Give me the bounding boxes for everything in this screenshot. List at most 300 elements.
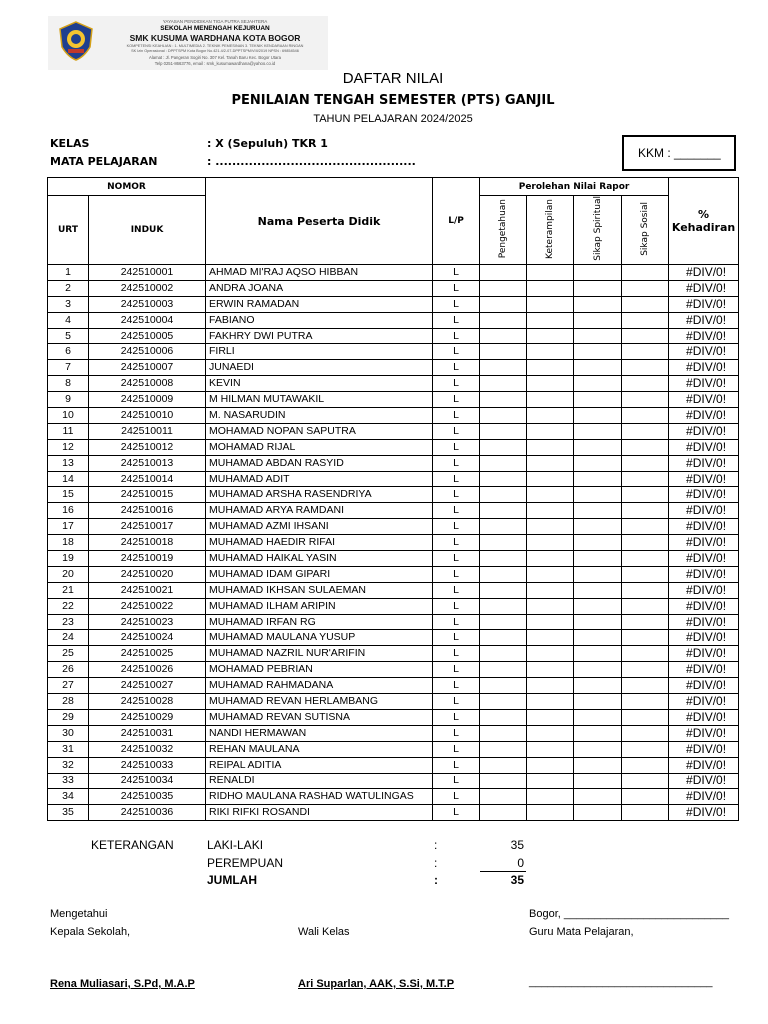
row-keterampilan: [527, 789, 574, 805]
kepala-sekolah-label: Kepala Sekolah,: [50, 926, 131, 938]
header-induk: INDUK: [89, 196, 206, 265]
row-induk: 242510002: [89, 280, 206, 296]
row-name: REHAN MAULANA: [206, 741, 433, 757]
row-sikap-sosial: [622, 582, 669, 598]
row-lp: L: [433, 598, 480, 614]
header-lp: L/P: [433, 178, 480, 265]
row-pengetahuan: [480, 757, 527, 773]
guru-label: Guru Mata Pelajaran,: [529, 926, 634, 938]
row-kehadiran: #DIV/0!: [669, 789, 739, 805]
row-keterampilan: [527, 757, 574, 773]
table-row: [48, 646, 739, 662]
row-pengetahuan: [480, 789, 527, 805]
mapel-value: : ................................................: [207, 155, 416, 168]
row-name: MOHAMAD PEBRIAN: [206, 662, 433, 678]
row-induk: 242510021: [89, 582, 206, 598]
row-pengetahuan: [480, 805, 527, 821]
row-kehadiran: #DIV/0!: [669, 439, 739, 455]
row-keterampilan: [527, 646, 574, 662]
row-sikap-sosial: [622, 471, 669, 487]
row-pengetahuan: [480, 503, 527, 519]
table-row: [48, 805, 739, 821]
row-sikap-spiritual: [574, 408, 622, 424]
table-row: [48, 392, 739, 408]
row-induk: 242510020: [89, 566, 206, 582]
row-lp: L: [433, 423, 480, 439]
row-urt: 1: [48, 265, 89, 281]
table-row: [48, 265, 739, 281]
table-row: [48, 296, 739, 312]
sum-divider: [480, 871, 526, 872]
row-keterampilan: [527, 376, 574, 392]
row-urt: 13: [48, 455, 89, 471]
row-pengetahuan: [480, 741, 527, 757]
row-sikap-sosial: [622, 678, 669, 694]
row-induk: 242510025: [89, 646, 206, 662]
row-kehadiran: #DIV/0!: [669, 312, 739, 328]
row-name: MUHAMAD REVAN HERLAMBANG: [206, 694, 433, 710]
header-pct: %: [698, 208, 710, 221]
mengetahui-label: Mengetahui: [50, 908, 108, 920]
row-name: KEVIN: [206, 376, 433, 392]
row-pengetahuan: [480, 519, 527, 535]
row-name: MUHAMAD AZMI IHSANI: [206, 519, 433, 535]
grades-table: [47, 177, 739, 821]
row-sikap-sosial: [622, 646, 669, 662]
row-sikap-spiritual: [574, 773, 622, 789]
letterhead-line4: Telp 0251-8663776, email : smk_kusumawardhana@yahoo.co.id: [154, 61, 276, 66]
row-induk: 242510029: [89, 709, 206, 725]
row-pengetahuan: [480, 423, 527, 439]
row-induk: 242510013: [89, 455, 206, 471]
kelas-label: KELAS: [50, 137, 90, 150]
header-name: Nama Peserta Didik: [206, 178, 433, 265]
row-keterampilan: [527, 312, 574, 328]
row-sikap-sosial: [622, 439, 669, 455]
row-kehadiran: #DIV/0!: [669, 519, 739, 535]
letterhead-school-type: SEKOLAH MENENGAH KEJURUAN: [160, 25, 270, 32]
row-sikap-sosial: [622, 805, 669, 821]
row-name: MUHAMAD REVAN SUTISNA: [206, 709, 433, 725]
row-keterampilan: [527, 423, 574, 439]
row-kehadiran: #DIV/0!: [669, 503, 739, 519]
letterhead-line1: KOMPETENSI KEAHLIAN : 1. MULTIMEDIA 2. TEKNIK PEMESINAN 3. TEKNIK KENDARAAN RINGAN: [126, 44, 304, 48]
row-sikap-spiritual: [574, 360, 622, 376]
row-pengetahuan: [480, 280, 527, 296]
row-kehadiran: #DIV/0!: [669, 757, 739, 773]
row-sikap-spiritual: [574, 741, 622, 757]
header-keterampilan: Keterampilan: [545, 198, 556, 259]
row-keterampilan: [527, 662, 574, 678]
table-row: [48, 312, 739, 328]
row-keterampilan: [527, 439, 574, 455]
row-induk: 242510001: [89, 265, 206, 281]
row-sikap-spiritual: [574, 709, 622, 725]
table-row: [48, 757, 739, 773]
row-pengetahuan: [480, 630, 527, 646]
row-urt: 15: [48, 487, 89, 503]
header-perolehan: Perolehan Nilai Rapor: [480, 178, 669, 196]
row-sikap-sosial: [622, 630, 669, 646]
row-induk: 242510028: [89, 694, 206, 710]
row-induk: 242510036: [89, 805, 206, 821]
row-keterampilan: [527, 503, 574, 519]
table-row: [48, 408, 739, 424]
row-pengetahuan: [480, 487, 527, 503]
jumlah-colon: :: [434, 873, 438, 887]
row-induk: 242510018: [89, 535, 206, 551]
jumlah-value: 35: [510, 873, 524, 887]
row-keterampilan: [527, 328, 574, 344]
row-sikap-spiritual: [574, 566, 622, 582]
row-lp: L: [433, 709, 480, 725]
row-urt: 21: [48, 582, 89, 598]
row-induk: 242510012: [89, 439, 206, 455]
row-sikap-spiritual: [574, 423, 622, 439]
table-row: [48, 789, 739, 805]
row-urt: 3: [48, 296, 89, 312]
row-kehadiran: #DIV/0!: [669, 598, 739, 614]
row-induk: 242510003: [89, 296, 206, 312]
row-kehadiran: #DIV/0!: [669, 280, 739, 296]
row-kehadiran: #DIV/0!: [669, 773, 739, 789]
table-row: [48, 328, 739, 344]
row-name: MUHAMAD HAIKAL YASIN: [206, 551, 433, 567]
row-sikap-sosial: [622, 741, 669, 757]
row-pengetahuan: [480, 376, 527, 392]
row-lp: L: [433, 392, 480, 408]
row-pengetahuan: [480, 694, 527, 710]
row-lp: L: [433, 376, 480, 392]
laki-label: LAKI-LAKI: [207, 838, 264, 852]
row-sikap-sosial: [622, 566, 669, 582]
row-pengetahuan: [480, 551, 527, 567]
row-sikap-spiritual: [574, 535, 622, 551]
row-induk: 242510031: [89, 725, 206, 741]
row-sikap-sosial: [622, 694, 669, 710]
row-induk: 242510015: [89, 487, 206, 503]
table-row: [48, 598, 739, 614]
row-name: MOHAMAD RIJAL: [206, 439, 433, 455]
row-sikap-sosial: [622, 503, 669, 519]
table-row: [48, 694, 739, 710]
row-pengetahuan: [480, 662, 527, 678]
row-sikap-sosial: [622, 789, 669, 805]
row-pengetahuan: [480, 725, 527, 741]
row-lp: L: [433, 535, 480, 551]
row-induk: 242510035: [89, 789, 206, 805]
row-urt: 26: [48, 662, 89, 678]
row-pengetahuan: [480, 614, 527, 630]
row-keterampilan: [527, 296, 574, 312]
row-kehadiran: #DIV/0!: [669, 265, 739, 281]
row-kehadiran: #DIV/0!: [669, 376, 739, 392]
row-keterampilan: [527, 678, 574, 694]
row-name: MUHAMAD ABDAN RASYID: [206, 455, 433, 471]
row-kehadiran: #DIV/0!: [669, 678, 739, 694]
row-keterampilan: [527, 487, 574, 503]
row-sikap-spiritual: [574, 725, 622, 741]
row-urt: 7: [48, 360, 89, 376]
row-urt: 29: [48, 709, 89, 725]
table-body: [48, 265, 739, 821]
row-induk: 242510027: [89, 678, 206, 694]
row-keterampilan: [527, 265, 574, 281]
row-pengetahuan: [480, 344, 527, 360]
table-row: [48, 678, 739, 694]
table-row: [48, 503, 739, 519]
row-sikap-spiritual: [574, 694, 622, 710]
row-kehadiran: #DIV/0!: [669, 296, 739, 312]
row-name: M HILMAN MUTAWAKIL: [206, 392, 433, 408]
wali-kelas-name: Ari Suparlan, AAK, S.Si, M.T.P: [298, 978, 455, 990]
row-keterampilan: [527, 519, 574, 535]
row-urt: 18: [48, 535, 89, 551]
row-sikap-spiritual: [574, 551, 622, 567]
row-name: AHMAD MI'RAJ AQSO HIBBAN: [206, 265, 433, 281]
table-row: [48, 519, 739, 535]
row-pengetahuan: [480, 360, 527, 376]
row-kehadiran: #DIV/0!: [669, 614, 739, 630]
row-name: ANDRA JOANA: [206, 280, 433, 296]
row-lp: L: [433, 280, 480, 296]
row-sikap-sosial: [622, 598, 669, 614]
row-sikap-spiritual: [574, 455, 622, 471]
row-sikap-sosial: [622, 392, 669, 408]
row-lp: L: [433, 757, 480, 773]
row-sikap-spiritual: [574, 582, 622, 598]
table-row: [48, 471, 739, 487]
row-sikap-sosial: [622, 725, 669, 741]
row-keterampilan: [527, 392, 574, 408]
row-lp: L: [433, 566, 480, 582]
row-lp: L: [433, 789, 480, 805]
row-keterampilan: [527, 598, 574, 614]
row-urt: 32: [48, 757, 89, 773]
row-name: ERWIN RAMADAN: [206, 296, 433, 312]
row-name: JUNAEDI: [206, 360, 433, 376]
row-sikap-sosial: [622, 376, 669, 392]
row-name: M. NASARUDIN: [206, 408, 433, 424]
row-keterampilan: [527, 694, 574, 710]
row-keterampilan: [527, 566, 574, 582]
row-keterampilan: [527, 773, 574, 789]
row-induk: 242510010: [89, 408, 206, 424]
kkm-box: KKM : _______: [622, 135, 736, 171]
table-row: [48, 344, 739, 360]
row-name: FABIANO: [206, 312, 433, 328]
row-sikap-sosial: [622, 535, 669, 551]
row-lp: L: [433, 614, 480, 630]
row-name: MUHAMAD HAEDIR RIFAI: [206, 535, 433, 551]
table-row: [48, 487, 739, 503]
row-keterampilan: [527, 551, 574, 567]
row-sikap-spiritual: [574, 678, 622, 694]
row-keterampilan: [527, 471, 574, 487]
row-pengetahuan: [480, 265, 527, 281]
row-induk: 242510022: [89, 598, 206, 614]
row-induk: 242510004: [89, 312, 206, 328]
jumlah-label: JUMLAH: [207, 873, 257, 887]
row-lp: L: [433, 741, 480, 757]
row-induk: 242510016: [89, 503, 206, 519]
row-name: MOHAMAD NOPAN SAPUTRA: [206, 423, 433, 439]
row-lp: L: [433, 551, 480, 567]
header-sikap-sosial: Sikap Sosial: [640, 201, 651, 256]
row-sikap-sosial: [622, 614, 669, 630]
table-row: [48, 725, 739, 741]
row-induk: 242510006: [89, 344, 206, 360]
table-row: [48, 360, 739, 376]
row-sikap-sosial: [622, 360, 669, 376]
row-induk: 242510008: [89, 376, 206, 392]
row-sikap-sosial: [622, 519, 669, 535]
row-induk: 242510011: [89, 423, 206, 439]
row-sikap-sosial: [622, 312, 669, 328]
row-sikap-spiritual: [574, 519, 622, 535]
row-kehadiran: #DIV/0!: [669, 709, 739, 725]
row-urt: 20: [48, 566, 89, 582]
header-sikap-spiritual: Sikap Spiritual: [592, 196, 603, 261]
row-sikap-spiritual: [574, 344, 622, 360]
row-kehadiran: #DIV/0!: [669, 328, 739, 344]
header-urt: URT: [48, 196, 89, 265]
letterhead-line2: SK Izin Operasional : DPPTSPM Kota Bogor No.421.4/2-07-DPPTSPM/VIII/2019 NPSN : 69854546: [131, 49, 299, 53]
table-row: [48, 630, 739, 646]
row-kehadiran: #DIV/0!: [669, 535, 739, 551]
row-induk: 242510032: [89, 741, 206, 757]
row-kehadiran: #DIV/0!: [669, 471, 739, 487]
row-kehadiran: #DIV/0!: [669, 582, 739, 598]
row-pengetahuan: [480, 535, 527, 551]
row-name: MUHAMAD ILHAM ARIPIN: [206, 598, 433, 614]
table-row: [48, 662, 739, 678]
row-urt: 12: [48, 439, 89, 455]
row-urt: 5: [48, 328, 89, 344]
row-induk: 242510005: [89, 328, 206, 344]
row-urt: 23: [48, 614, 89, 630]
row-lp: L: [433, 678, 480, 694]
header-kehadiran: [669, 178, 739, 265]
page-title: DAFTAR NILAI: [342, 70, 444, 87]
row-keterampilan: [527, 614, 574, 630]
row-induk: 242510024: [89, 630, 206, 646]
row-urt: 30: [48, 725, 89, 741]
row-lp: L: [433, 328, 480, 344]
bogor-date: Bogor, ___________________________: [529, 908, 730, 920]
row-lp: L: [433, 487, 480, 503]
table-row: [48, 535, 739, 551]
row-sikap-sosial: [622, 487, 669, 503]
row-name: FIRLI: [206, 344, 433, 360]
row-sikap-spiritual: [574, 646, 622, 662]
row-sikap-spiritual: [574, 805, 622, 821]
row-pengetahuan: [480, 471, 527, 487]
row-urt: 27: [48, 678, 89, 694]
row-pengetahuan: [480, 598, 527, 614]
row-name: RIKI RIFKI ROSANDI: [206, 805, 433, 821]
row-pengetahuan: [480, 439, 527, 455]
mapel-label: MATA PELAJARAN: [50, 155, 158, 168]
table-row: [48, 280, 739, 296]
row-lp: L: [433, 455, 480, 471]
row-pengetahuan: [480, 312, 527, 328]
row-sikap-sosial: [622, 328, 669, 344]
table-row: [48, 566, 739, 582]
letterhead: [48, 16, 328, 70]
letterhead-line3: Alamat : Jl. Pangeran Sogiri No. 307 Kel. Tanah Baru Kec. Bogor Utara: [149, 55, 281, 60]
row-lp: L: [433, 439, 480, 455]
row-keterampilan: [527, 725, 574, 741]
row-urt: 28: [48, 694, 89, 710]
row-keterampilan: [527, 360, 574, 376]
row-name: MUHAMAD ADIT: [206, 471, 433, 487]
perempuan-colon: :: [434, 856, 438, 870]
kelas-value: : X (Sepuluh) TKR 1: [207, 137, 328, 150]
row-urt: 10: [48, 408, 89, 424]
row-kehadiran: #DIV/0!: [669, 694, 739, 710]
row-urt: 25: [48, 646, 89, 662]
row-lp: L: [433, 805, 480, 821]
table-row: [48, 741, 739, 757]
row-sikap-sosial: [622, 296, 669, 312]
row-name: MUHAMAD ARYA RAMDANI: [206, 503, 433, 519]
row-kehadiran: #DIV/0!: [669, 805, 739, 821]
table-row: [48, 709, 739, 725]
table-row: [48, 614, 739, 630]
row-lp: L: [433, 773, 480, 789]
row-lp: L: [433, 265, 480, 281]
row-name: MUHAMAD IRFAN RG: [206, 614, 433, 630]
row-sikap-spiritual: [574, 598, 622, 614]
row-urt: 19: [48, 551, 89, 567]
row-urt: 34: [48, 789, 89, 805]
row-lp: L: [433, 471, 480, 487]
row-urt: 33: [48, 773, 89, 789]
table-row: [48, 439, 739, 455]
row-kehadiran: #DIV/0!: [669, 551, 739, 567]
row-pengetahuan: [480, 328, 527, 344]
row-kehadiran: #DIV/0!: [669, 423, 739, 439]
kepala-sekolah-name: Rena Muliasari, S.Pd, M.A.P: [50, 978, 195, 990]
row-pengetahuan: [480, 678, 527, 694]
row-sikap-spiritual: [574, 280, 622, 296]
row-induk: 242510014: [89, 471, 206, 487]
row-keterampilan: [527, 741, 574, 757]
table-row: [48, 423, 739, 439]
row-pengetahuan: [480, 408, 527, 424]
laki-value: 35: [510, 838, 524, 852]
row-sikap-sosial: [622, 455, 669, 471]
row-sikap-sosial: [622, 265, 669, 281]
row-keterampilan: [527, 709, 574, 725]
row-sikap-spiritual: [574, 757, 622, 773]
row-urt: 14: [48, 471, 89, 487]
table-row: [48, 455, 739, 471]
row-kehadiran: #DIV/0!: [669, 455, 739, 471]
row-sikap-sosial: [622, 344, 669, 360]
row-name: RIDHO MAULANA RASHAD WATULINGAS: [206, 789, 433, 805]
row-urt: 4: [48, 312, 89, 328]
row-sikap-sosial: [622, 423, 669, 439]
row-urt: 17: [48, 519, 89, 535]
row-kehadiran: #DIV/0!: [669, 725, 739, 741]
perempuan-label: PEREMPUAN: [207, 856, 284, 870]
row-sikap-spiritual: [574, 376, 622, 392]
row-pengetahuan: [480, 296, 527, 312]
row-kehadiran: #DIV/0!: [669, 408, 739, 424]
row-urt: 6: [48, 344, 89, 360]
